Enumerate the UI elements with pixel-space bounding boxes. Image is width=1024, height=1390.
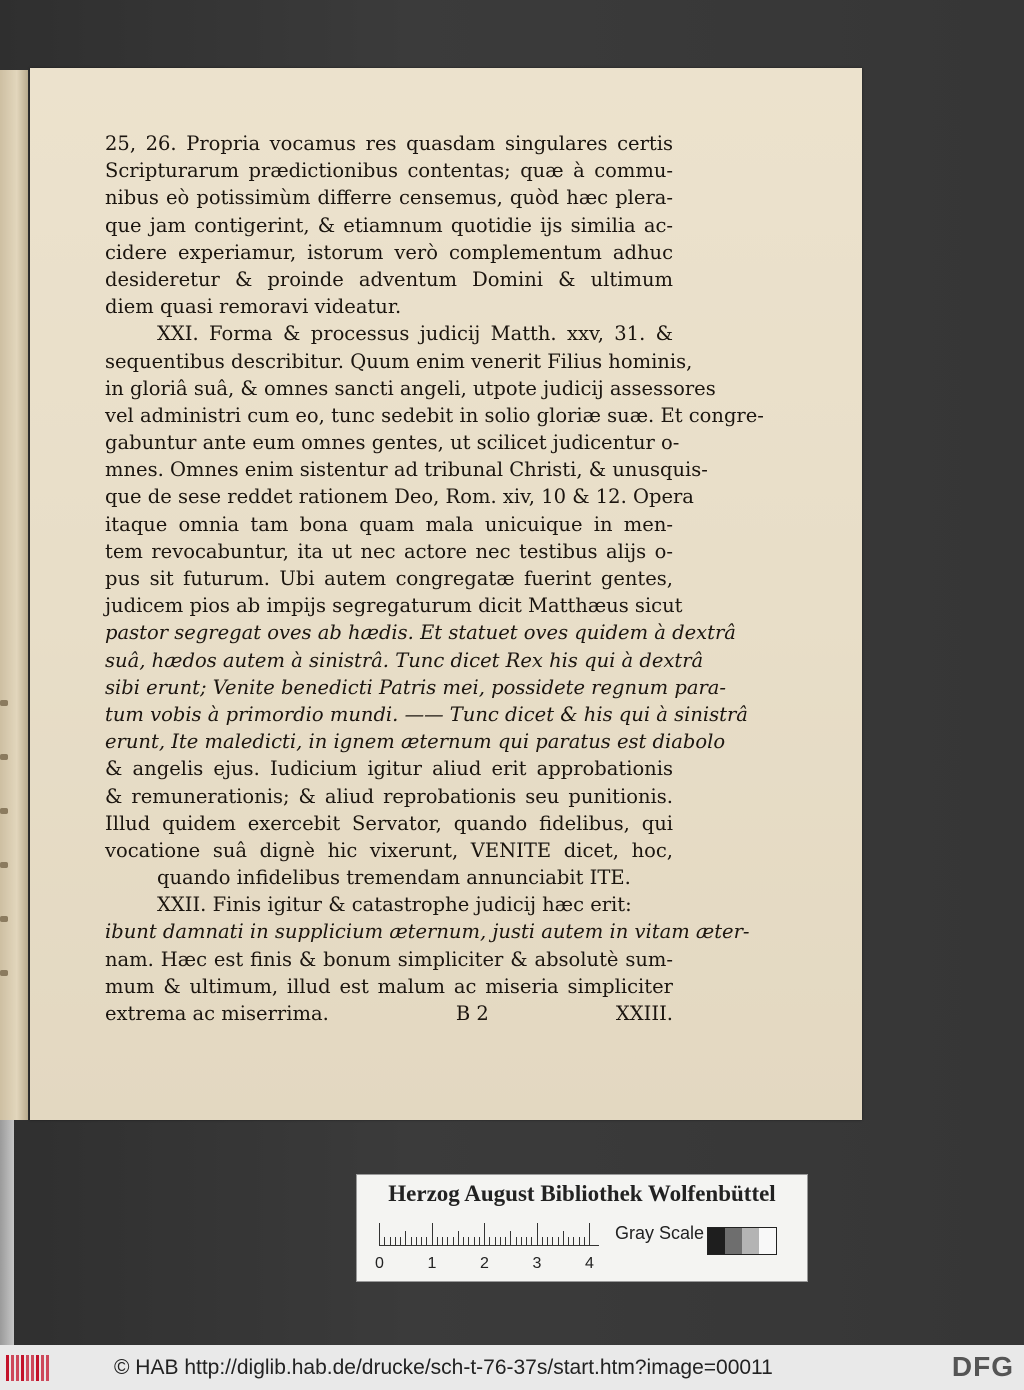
text-line: Illud quidem exercebit Servator, quando fidelibus, qui [105,811,673,835]
text-line: gabuntur ante eum omnes gentes, ut scilicet judicentur o- [105,431,680,455]
ruler-tick [479,1237,480,1245]
ruler-tick [421,1237,422,1245]
color-scale-target [356,1174,808,1282]
ruler-number: 3 [532,1255,542,1272]
ruler-tick [390,1237,391,1245]
ruler-tick [589,1223,590,1245]
page-stack-edge [0,1120,14,1345]
text-line: que de sese reddet rationem Deo, Rom. xiv, 10 & 12. Opera [105,485,694,509]
gray-scale-label: Gray Scale [615,1223,705,1243]
text-line: tem revocabuntur, ita ut nec actore nec testibus alijs o- [105,539,673,563]
text-line: & remunerationis; & aliud reprobationis seu punitionis. [105,784,673,808]
ruler-tick [531,1237,532,1245]
text-line: mnes. Omnes enim sistentur ad tribunal Christi, & unusquis- [105,458,708,482]
footer-signature: B 2 [455,1002,489,1025]
copyright-link[interactable]: © HAB http://diglib.hab.de/drucke/sch-t-76-37s/start.htm?image=00011 [114,1355,773,1379]
ruler-tick [547,1237,548,1245]
text-line: que jam contigerint, & etiamnum quotidie ijs similia ac- [105,213,673,237]
ruler-tick [579,1237,580,1245]
text-line: XXII. Finis igitur & catastrophe judicij hæc erit: [157,893,632,917]
ruler-tick [510,1231,511,1245]
ruler-tick [468,1237,469,1245]
text-line: desideretur & proinde adventum Domini & ultimum [105,267,673,291]
ruler-tick [384,1237,385,1245]
gray-patch [708,1228,725,1254]
ruler-tick [416,1237,417,1245]
gray-patch [725,1228,742,1254]
ruler-tick [432,1223,433,1245]
ruler-tick [453,1237,454,1245]
ruler-tick [558,1237,559,1245]
ruler-tick [584,1237,585,1245]
ruler [379,1223,599,1246]
ruler-tick [458,1231,459,1245]
ruler-tick [442,1237,443,1245]
text-line: pus sit futurum. Ubi autem congregatæ fuerint gentes, [105,567,673,590]
ruler-tick [573,1237,574,1245]
text-line: & angelis ejus. Iudicium igitur aliud erit approbationis [105,757,673,781]
ruler-tick [447,1237,448,1245]
ruler-tick [379,1223,380,1245]
ruler-tick [563,1231,564,1245]
text-line: sequentibus describitur. Quum enim venerit Filius hominis, [105,349,693,373]
dfg-logo: DFG [951,1351,1014,1382]
ruler-tick [437,1237,438,1245]
text-line: cidere experiamur, istorum verò complementum adhuc [105,240,673,264]
text-line: quando infidelibus tremendam annunciabit ITE. [157,866,631,890]
ruler-tick [495,1237,496,1245]
text-line: nam. Hæc est finis & bonum simpliciter & absolutè sum- [105,947,673,971]
ruler-tick [568,1237,569,1245]
gray-patch [742,1228,759,1254]
ruler-tick [505,1237,506,1245]
ruler-tick [552,1237,553,1245]
footer-left: extrema ac miserrima. [105,1002,329,1025]
ruler-tick [521,1237,522,1245]
text-line: ibunt damnati in supplicium æternum, justi autem in vitam æter- [105,920,750,944]
text-line: erunt, Ite maledicti, in ignem æternum qui paratus est diabolo [105,730,726,754]
ruler-tick [542,1237,543,1245]
ruler-tick [463,1237,464,1245]
edge-marks [0,700,10,1024]
ruler-tick [537,1223,538,1245]
gray-scale-swatch [707,1227,777,1255]
text-line: vel administri cum eo, tunc sedebit in solio gloriæ suæ. Et congre- [105,403,764,427]
footer-catchword: XXIII. [615,1002,673,1025]
target-title: Herzog August Bibliothek Wolfenbüttel [388,1181,776,1206]
ruler-number: 1 [427,1255,437,1272]
ruler-number: 4 [585,1255,594,1272]
text-line: vocatione suâ dignè hic vixerunt, VENITE dicet, hoc, [105,838,673,862]
bottom-bar [0,1345,1024,1390]
text-line: tum vobis à primordio mundi. —— Tunc dicet & his qui à sinistrâ [105,702,748,726]
text-line: nibus eò potissimùm differre censemus, quòd hæc plera- [105,186,673,210]
text-line: in gloriâ suâ, & omnes sancti angeli, utpote judicij assessores [105,376,716,400]
ruler-tick [484,1223,485,1245]
ruler-tick [500,1237,501,1245]
ruler-tick [516,1237,517,1245]
ruler-tick [526,1237,527,1245]
ruler-tick [411,1237,412,1245]
gray-patch [759,1228,776,1254]
ruler-tick [400,1237,401,1245]
text-line: pastor segregat oves ab hædis. Et statuet oves quidem à dextrâ [105,621,736,645]
text-line: XXI. Forma & processus judicij Matth. xxv, 31. & [157,322,673,346]
ruler-tick [426,1237,427,1245]
text-line: 25, 26. Propria vocamus res quasdam singulares certis [105,132,673,155]
text-line: mum & ultimum, illud est malum ac miseria simpliciter [105,974,673,998]
ruler-tick [474,1237,475,1245]
ruler-tick [395,1237,396,1245]
hab-logo-icon [6,1355,54,1381]
page-footer [105,1000,673,1027]
ruler-number: 2 [480,1255,489,1272]
scanned-page [30,68,862,1120]
text-line: itaque omnia tam bona quam mala unicuique in men- [105,512,673,536]
text-line: sibi erunt; Venite benedicti Patris mei, possidete regnum para- [105,675,726,699]
ruler-number: 0 [375,1255,384,1272]
page-text [105,130,764,1027]
ruler-tick [405,1231,406,1245]
ruler-tick [489,1237,490,1245]
text-line: Scripturarum prædictionibus contentas; quæ à commu- [105,159,673,183]
text-line: suâ, hædos autem à sinistrâ. Tunc dicet Rex his qui à dextrâ [105,648,704,672]
text-line: diem quasi remoravi videatur. [105,295,402,319]
text-line: judicem pios ab impijs segregaturum dicit Matthæus sicut [105,594,683,618]
